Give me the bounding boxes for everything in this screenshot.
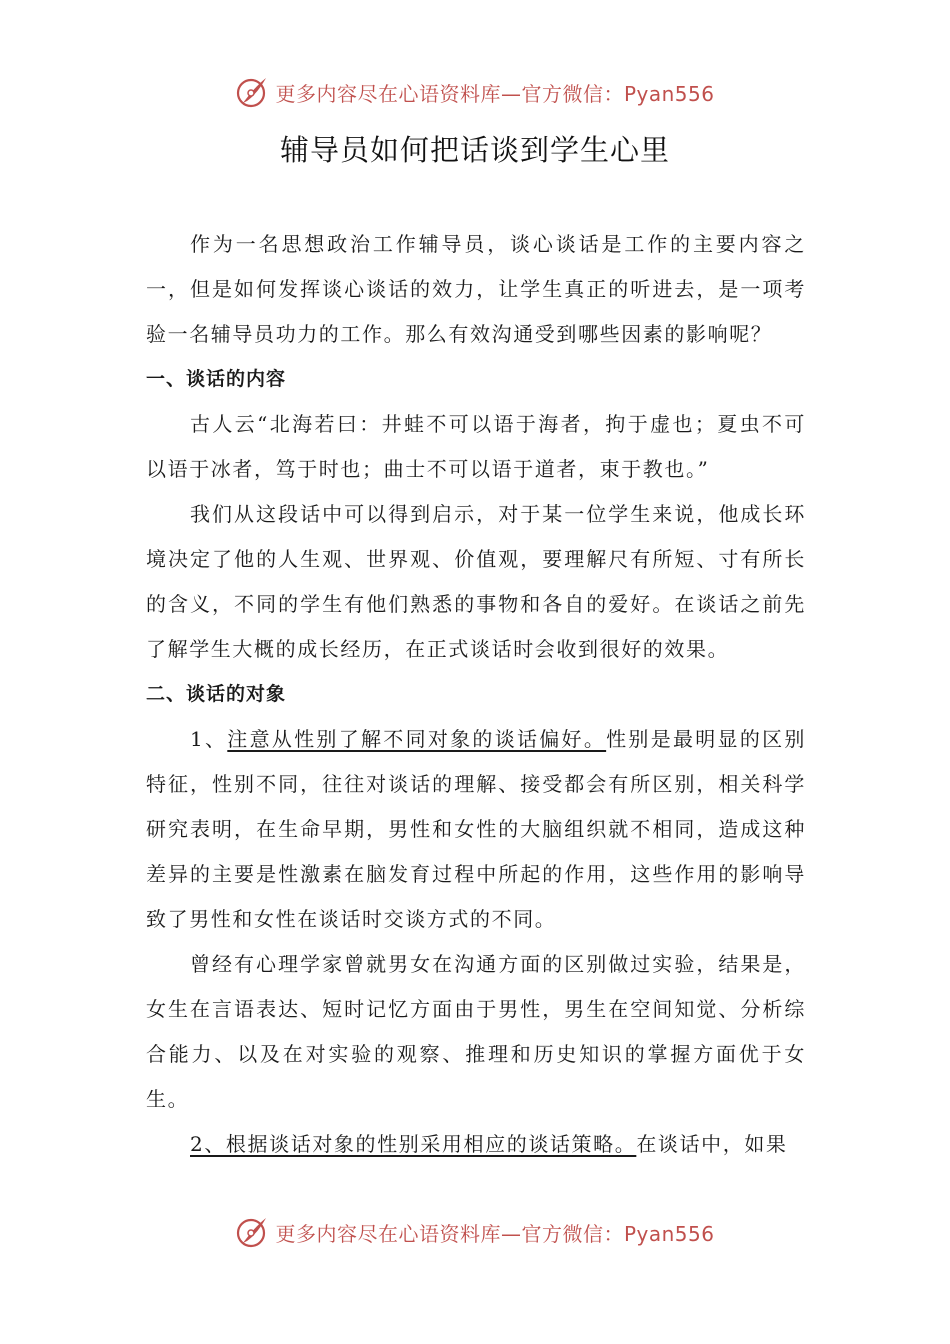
- underlined-point: 2、根据谈话对象的性别采用相应的谈话策略。: [190, 1132, 637, 1156]
- document-title: 辅导员如何把话谈到学生心里: [279, 133, 670, 167]
- insight-paragraph: 我们从这段话中可以得到启示，对于某一位学生来说，他成长环境决定了他的人生观、世界观、价值观，要理解尺有所短、寸有所长的含义，不同的学生有他们熟悉的事物和各自的爱好。在谈话之前先了解学生大概的成长经历，在正式谈话时会收到很好的效果。: [146, 502, 806, 661]
- intro-paragraph: 作为一名思想政治工作辅导员，谈心谈话是工作的主要内容之一，但是如何发挥谈心谈话的效力，让学生真正的听进去，是一项考验一名辅导员功力的工作。那么有效沟通受到哪些因素的影响呢？: [146, 232, 806, 346]
- watermark-text: 更多内容尽在心语资料库—官方微信：Pyan556: [275, 1221, 715, 1246]
- quote-paragraph: 古人云“北海若曰：井蛙不可以语于海者，拘于虚也；夏虫不可 以语于冰者，笃于时也；曲士不可以语于道者，束于教也。”: [146, 412, 806, 481]
- watermark-text: 更多内容尽在心语资料库—官方微信：Pyan556: [275, 81, 715, 106]
- quill-pen-logo-icon: [235, 1215, 269, 1249]
- quill-pen-logo-icon: [235, 75, 269, 109]
- point-number: 1、: [190, 727, 228, 751]
- underlined-point: 注意从性别了解不同对象的谈话偏好。: [227, 727, 607, 751]
- strategy-paragraph: [146, 1122, 806, 1167]
- gender-paragraph: [146, 717, 806, 942]
- point-body: 性别是最明显的区别特征，性别不同，往往对谈话的理解、接受都会有所区别，相关科学 研究表明，在生命早期，男性和女性的大脑组织就不相同，造成这种 差异的主要是性激素在脑发育过程中所起的作用，这些作用的影响导 致了男性和女性在谈话时交谈方式的不同。: [146, 727, 806, 931]
- section-heading-content: 一、谈话的内容: [146, 368, 287, 390]
- section-heading-audience: 二、谈话的对象: [146, 683, 287, 705]
- experiment-paragraph: 曾经有心理学家曾就男女在沟通方面的区别做过实验，结果是，女生在言语表达、短时记忆方面由于男性，男生在空间知觉、分析综合能力、以及在对实验的观察、推理和历史知识的掌握方面优于女生。: [146, 952, 806, 1111]
- point-body: 在谈话中，如果: [636, 1132, 788, 1156]
- watermark-footer: [0, 1212, 950, 1252]
- document-body: [146, 222, 806, 1167]
- watermark-header: [0, 72, 950, 112]
